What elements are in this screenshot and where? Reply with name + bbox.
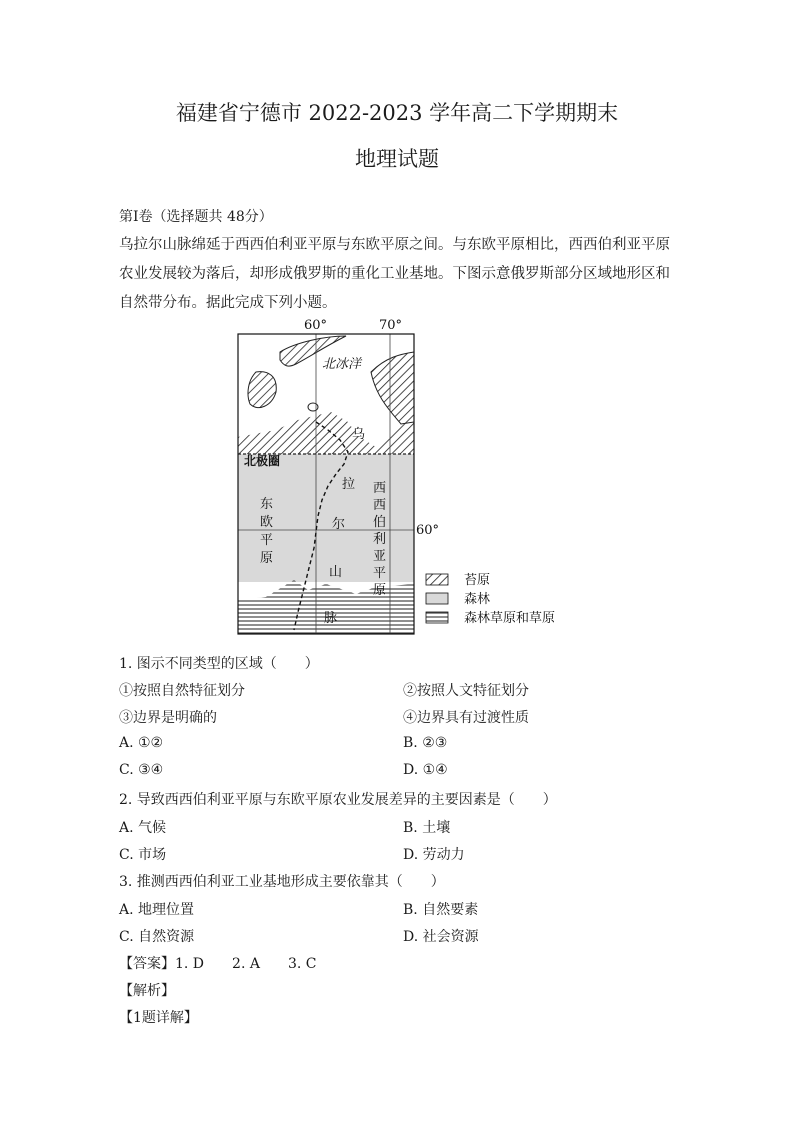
lon-60-label: 60° (304, 318, 328, 333)
question-3-stem: 3. 推测西西伯利亚工业基地形成主要依靠其（ ） (119, 874, 445, 890)
lon-70-label: 70° (379, 318, 403, 333)
legend-forest-swatch (426, 593, 448, 604)
legend-steppe-swatch (426, 612, 448, 623)
east-europe-char-2: 欧 (260, 515, 274, 530)
q2-option-b[interactable]: B. 土壤 (403, 820, 451, 836)
lat-60-label: 60° (416, 523, 440, 538)
q1-option-d[interactable]: D. ①④ (403, 762, 448, 778)
analysis-heading: 【解析】 (119, 983, 175, 999)
q2-option-c[interactable]: C. 市场 (119, 847, 167, 863)
q1-statement-3: ③边界是明确的 (119, 710, 217, 726)
section-heading: 第Ⅰ卷（选择题共 48分） (119, 209, 273, 225)
page-title-line1: 福建省宁德市 2022-2023 学年高二下学期期末 (175, 101, 619, 125)
west-siberia-char-3: 伯 (373, 515, 387, 530)
q3-option-c[interactable]: C. 自然资源 (119, 929, 195, 945)
question-2-stem: 2. 导致西西伯利亚平原与东欧平原农业发展差异的主要因素是（ ） (119, 792, 557, 808)
ural-char-4: 山 (329, 565, 343, 580)
arctic-circle-label: 北极圈 (244, 454, 281, 468)
q1-option-c[interactable]: C. ③④ (119, 762, 164, 778)
small-island (308, 403, 318, 411)
q3-option-a[interactable]: A. 地理位置 (119, 902, 195, 918)
detail-heading: 【1题详解】 (119, 1010, 198, 1026)
q3-option-b[interactable]: B. 自然要素 (403, 902, 479, 918)
intro-paragraph: 乌拉尔山脉绵延于西西伯利亚平原与东欧平原之间。与东欧平原相比，西西伯利亚平原农业发展较为落后，却形成俄罗斯的重化工业基地。下图示意俄罗斯部分区域地形区和自然带分布。据此完成下列小题。 (119, 237, 670, 311)
west-siberia-char-1: 西 (373, 481, 387, 496)
east-europe-char-1: 东 (260, 497, 274, 512)
west-siberia-char-2: 西 (373, 498, 387, 513)
q1-statement-1: ①按照自然特征划分 (119, 683, 245, 699)
question-1-stem: 1. 图示不同类型的区域（ ） (119, 656, 319, 672)
ural-char-3: 尔 (332, 517, 346, 532)
legend-steppe-label: 森林草原和草原 (464, 611, 556, 626)
ural-char-5: 脉 (324, 611, 338, 626)
west-siberia-char-4: 利 (373, 532, 387, 547)
east-europe-char-4: 原 (260, 551, 274, 566)
q2-option-d[interactable]: D. 劳动力 (403, 847, 465, 863)
legend-tundra-label: 苔原 (464, 573, 491, 588)
q2-option-a[interactable]: A. 气候 (119, 820, 167, 836)
ural-char-1: 乌 (352, 427, 366, 442)
west-siberia-char-5: 亚 (373, 549, 387, 564)
q1-option-b[interactable]: B. ②③ (403, 735, 448, 751)
legend-forest-label: 森林 (464, 592, 491, 607)
q3-option-d[interactable]: D. 社会资源 (403, 929, 479, 945)
arctic-ocean-label: 北冰洋 (322, 357, 362, 372)
q1-option-a[interactable]: A. ①② (119, 735, 164, 751)
legend-tundra-swatch (426, 574, 448, 585)
q1-statement-4: ④边界具有过渡性质 (403, 710, 529, 726)
q1-statement-2: ②按照人文特征划分 (403, 683, 529, 699)
west-siberia-char-6: 平 (373, 566, 387, 581)
page-title-line2: 地理试题 (355, 147, 439, 171)
ural-char-2: 拉 (342, 477, 356, 492)
west-siberia-char-7: 原 (373, 583, 387, 598)
answer-line: 【答案】1. D 2. A 3. C (119, 956, 317, 972)
russia-region-map (236, 312, 566, 640)
east-europe-char-3: 平 (260, 533, 274, 548)
